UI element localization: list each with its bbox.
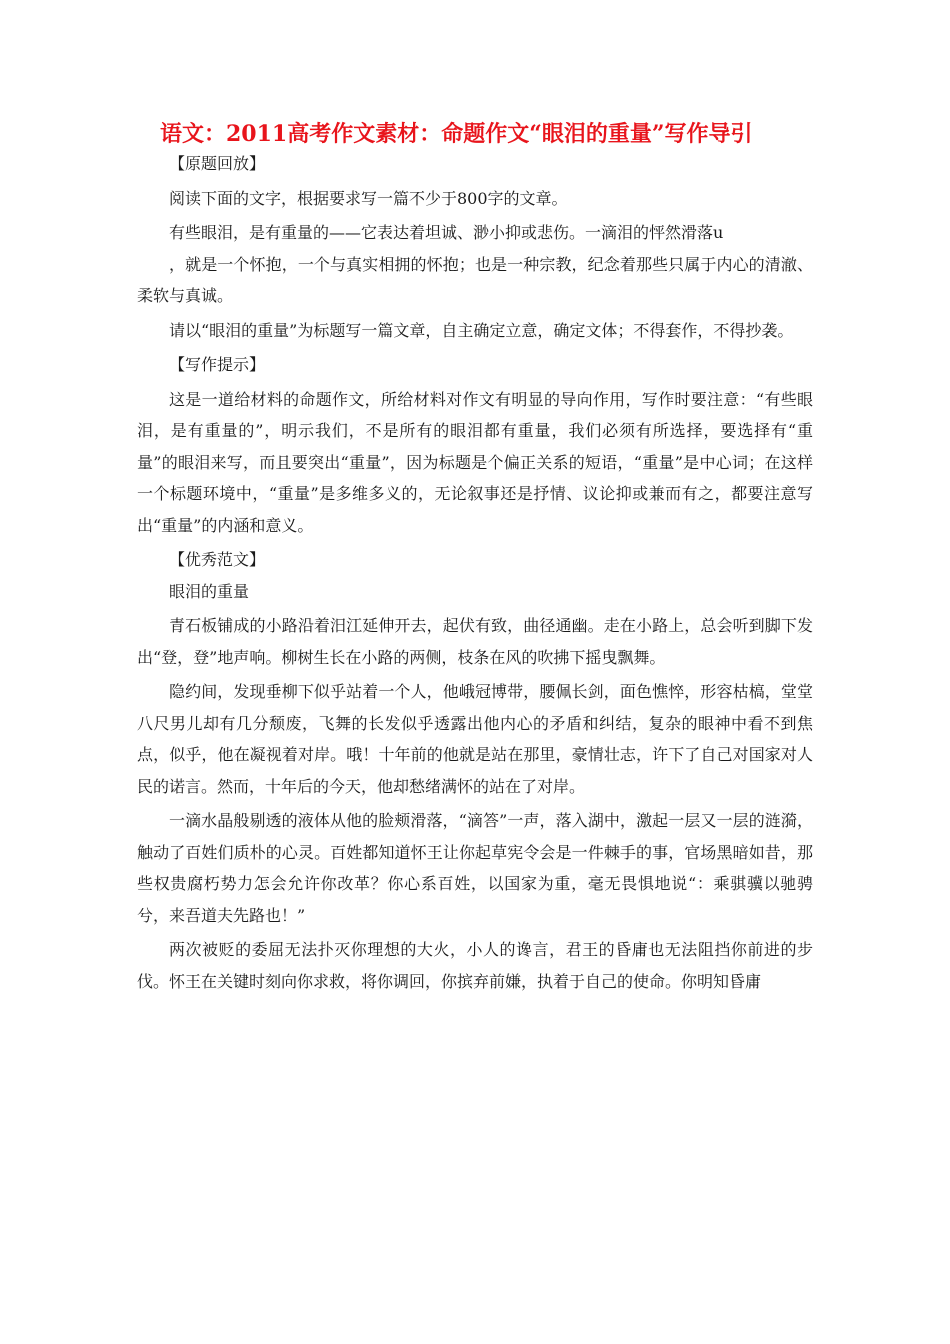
document-title: 语文：2011高考作文素材：命题作文“眼泪的重量”写作导引 bbox=[160, 121, 753, 147]
essay-paragraph: 隐约间，发现垂柳下似乎站着一个人，他峨冠博带，腰佩长剑，面色憔悴，形容枯槁，堂堂八尺男儿却有几分颓废，飞舞的长发似乎透露出他内心的矛盾和纠结，复杂的眼神中看不到焦点，似乎，他在凝视着对岸。哦！十年前的他就是站在那里，豪情壮志，许下了自己对国家对人民的诺言。然而，十年后的今天，他却愁绪满怀的站在了对岸。 bbox=[137, 682, 813, 796]
paragraph-requirement: 请以“眼泪的重量”为标题写一篇文章，自主确定立意，确定文体；不得套作，不得抄袭。 bbox=[169, 320, 794, 340]
essay-paragraph: 青石板铺成的小路沿着汨江延伸开去，起伏有致，曲径通幽。走在小路上，总会听到脚下发出“登，登”地声响。柳树生长在小路的两侧，枝条在风的吹拂下摇曳飘舞。 bbox=[137, 616, 813, 667]
essay-paragraph: 两次被贬的委屈无法扑灭你理想的大火，小人的谗言，君王的昏庸也无法阻挡你前进的步伐。怀王在关键时刻向你求救，将你调回，你摈弃前嫌，执着于自己的使命。你明知昏庸 bbox=[137, 940, 813, 991]
paragraph-instruction: 阅读下面的文字，根据要求写一篇不少于800字的文章。 bbox=[169, 188, 568, 208]
paragraph-material-1: 有些眼泪，是有重量的——它表达着坦诚、渺小抑或悲伤。一滴泪的怦然滑落u bbox=[169, 223, 724, 242]
paragraph-writing-tips: 这是一道给材料的命题作文，所给材料对作文有明显的导向作用，写作时要注意：“有些眼泪，是有重量的”，明示我们，不是所有的眼泪都有重量，我们必须有所选择，要选择有“重量”的眼泪来写，而且要突出“重量”，因为标题是个偏正关系的短语，“重量”是中心词；在这样一个标题环境中，“重量”是多维多义的，无论叙事还是抒情、议论抑或兼而有之，都要注意写出“重量”的内涵和意义。 bbox=[137, 389, 813, 535]
document-body bbox=[137, 148, 813, 997]
section-heading-sample-essay: 【优秀范文】 bbox=[169, 550, 266, 569]
section-heading-writing-tips: 【写作提示】 bbox=[169, 355, 266, 374]
essay-paragraph: 一滴水晶般剔透的液体从他的脸颊滑落，“滴答”一声，落入湖中，激起一层又一层的涟漪，触动了百姓们质朴的心灵。百姓都知道怀王让你起草宪令会是一件棘手的事，官场黑暗如昔，那些权贵腐朽势力怎会允许你改革？你心系百姓，以国家为重，毫无畏惧地说“：乘骐骥以驰骋兮，来吾道夫先路也！” bbox=[137, 811, 813, 925]
section-heading-original-question: 【原题回放】 bbox=[169, 154, 266, 173]
essay-title: 眼泪的重量 bbox=[169, 581, 250, 601]
paragraph-material-2: ，就是一个怀抱，一个与真实相拥的怀抱；也是一种宗教，纪念着那些只属于内心的清澈、柔软与真诚。 bbox=[137, 254, 813, 305]
